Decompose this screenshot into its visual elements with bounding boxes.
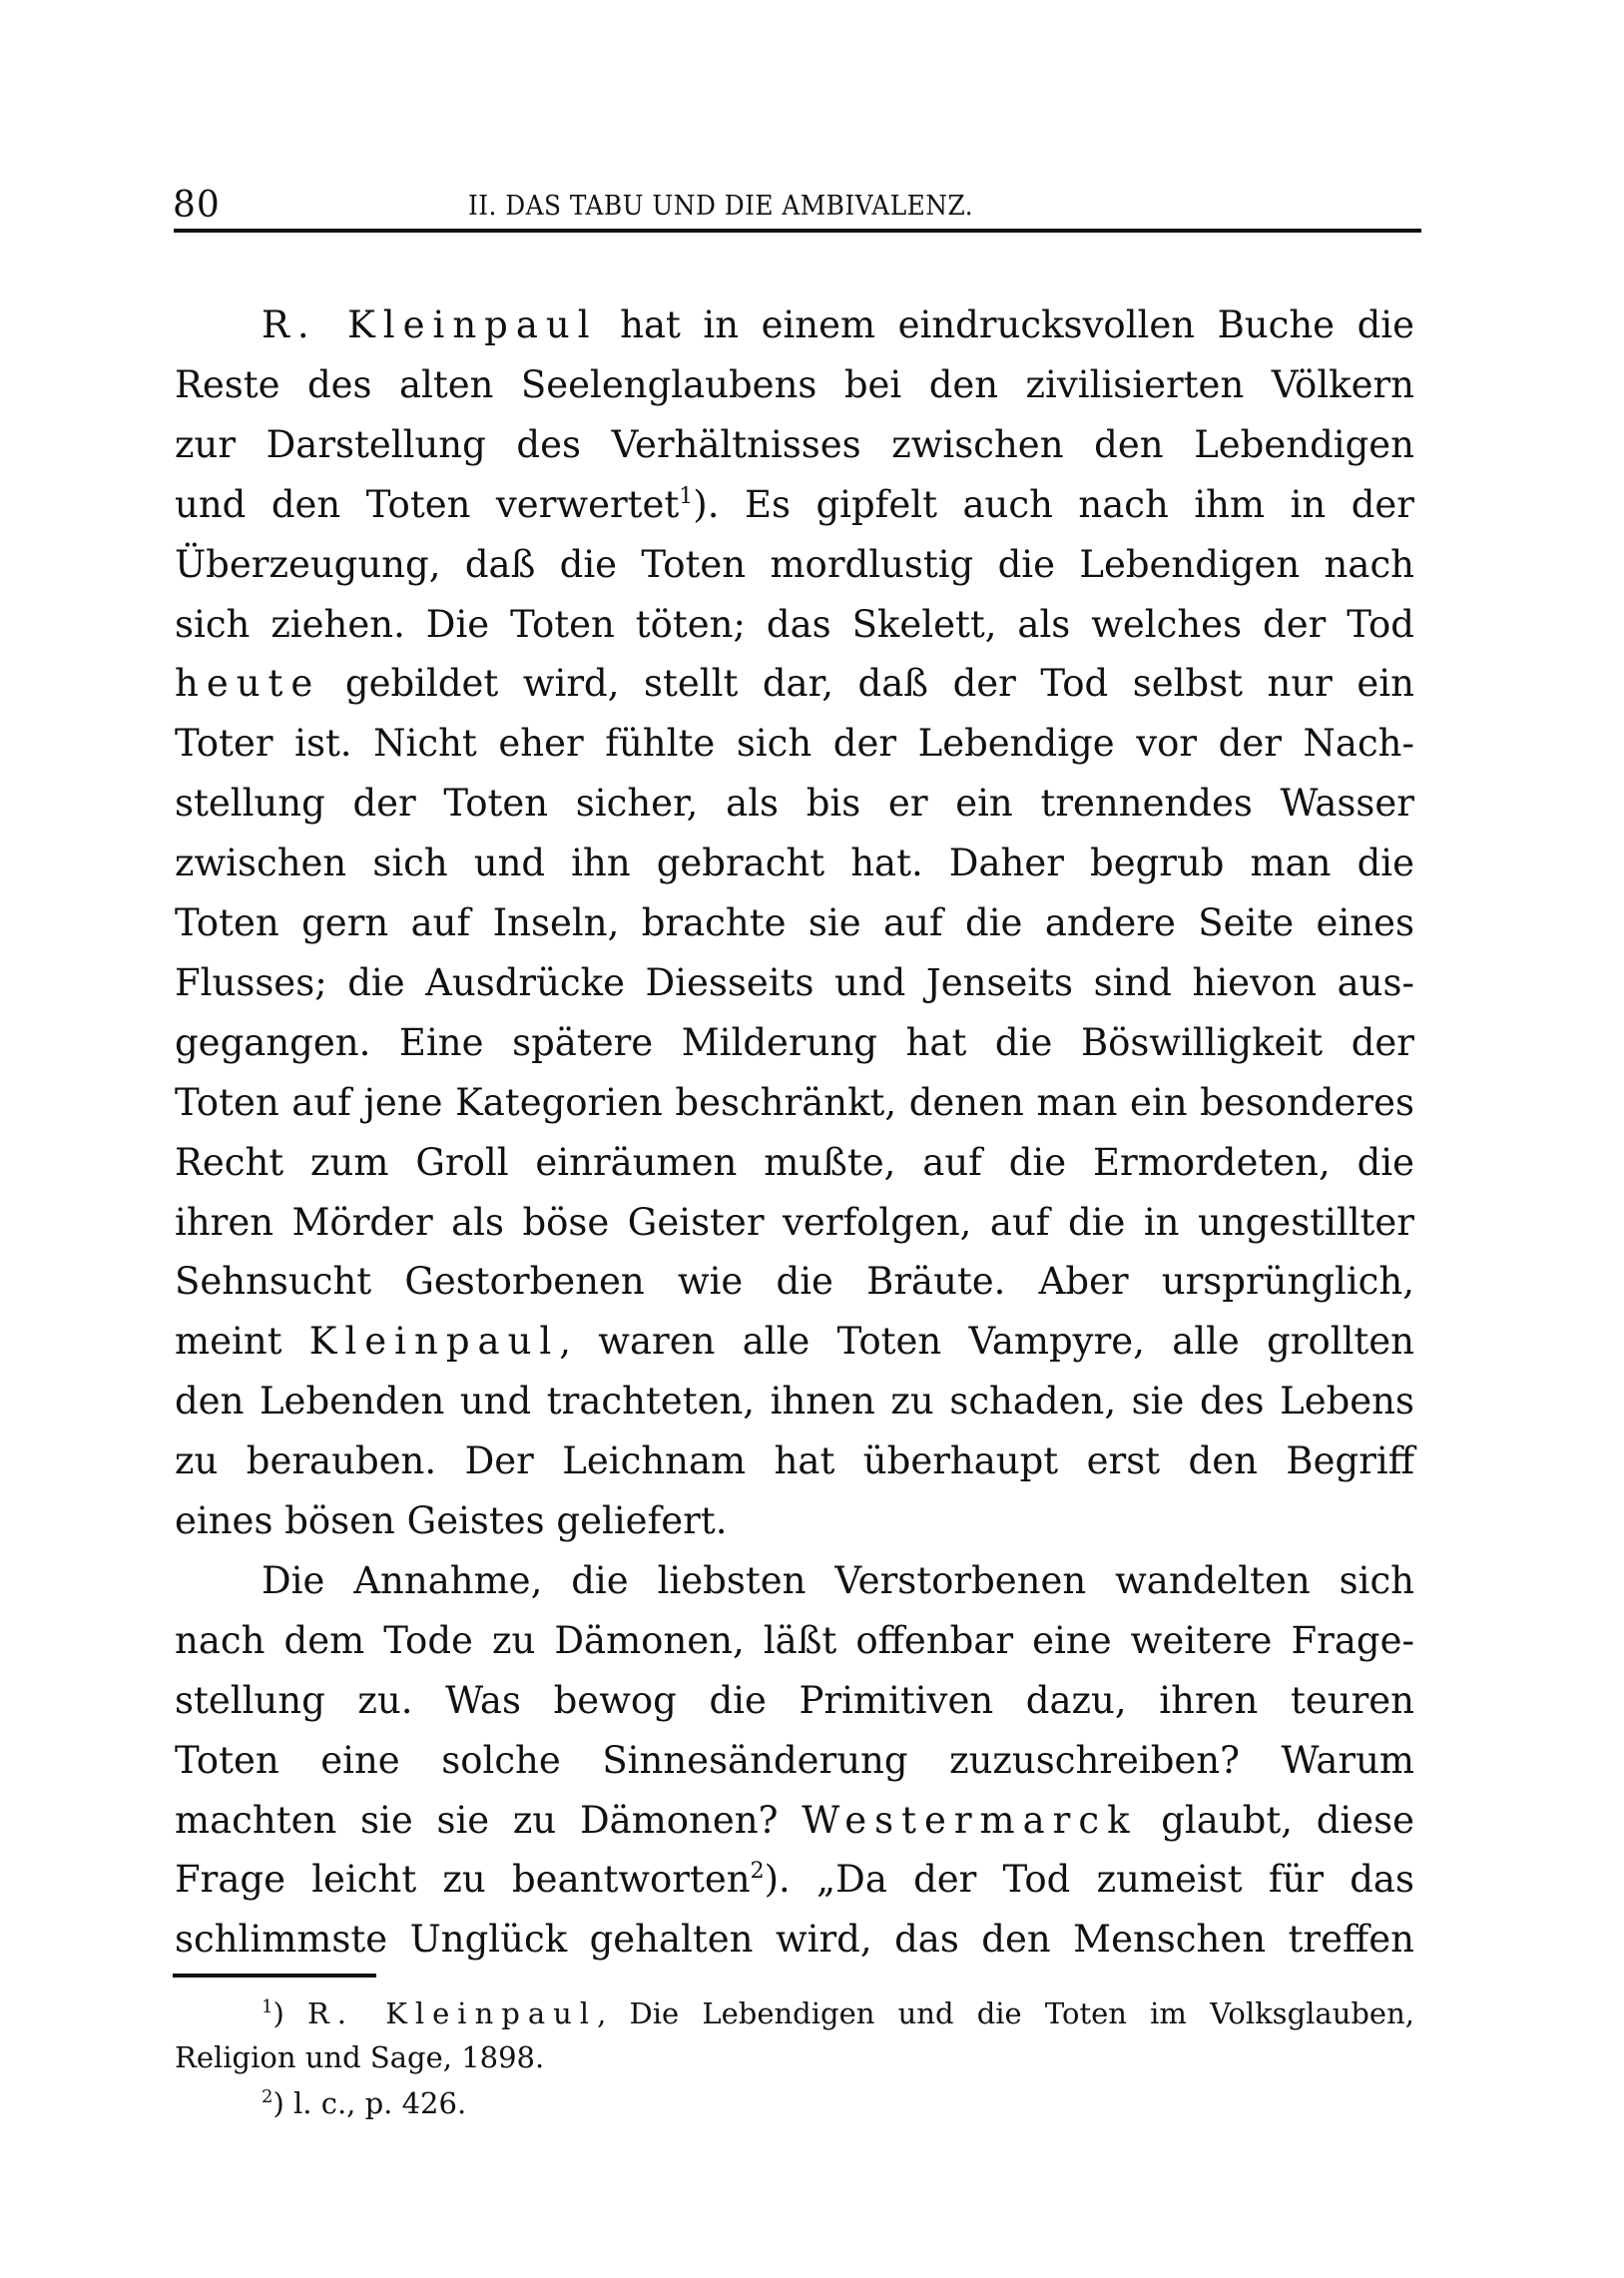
line-text: Überzeugung, daß die Toten mordlustig die Lebendigen nach [175, 542, 1414, 586]
line-text: gebildet wird, stellt dar, daß der Tod selbst nur ein [320, 662, 1414, 706]
footnote-text: ) l. c., p. 426. [272, 2086, 467, 2120]
footnote-line [175, 1992, 1414, 2035]
text-line [175, 295, 1414, 355]
text-line [175, 1252, 1414, 1312]
text-line [175, 654, 1414, 714]
line-text: Toter ist. Nicht eher fühlte sich der Lebendige vor der Nach- [175, 722, 1414, 766]
line-text: schlimmste Unglück gehalten wird, das den Menschen treffen [175, 1918, 1414, 1962]
line-text: nach dem Tode zu Dämonen, läßt offenbar eine weitere Frage- [175, 1618, 1414, 1662]
line-text: den Lebenden und trachteten, ihnen zu schaden, sie des Lebens [175, 1380, 1414, 1424]
line-text: eines bösen Geistes geliefert. [175, 1499, 728, 1542]
line-text: gegangen. Eine spätere Milderung hat die Böswilligkeit der [175, 1020, 1414, 1064]
line-text: und den Toten verwertet [175, 482, 680, 526]
text-line [175, 1731, 1414, 1791]
text-line [175, 355, 1414, 415]
text-line [175, 1312, 1414, 1372]
spaced-name: Westermarck [802, 1798, 1138, 1842]
text-line [175, 893, 1414, 953]
text-line [175, 714, 1414, 774]
text-line [175, 1850, 1414, 1910]
text-line [175, 1791, 1414, 1851]
footnote-line [175, 2035, 1414, 2079]
header-rule [174, 229, 1421, 233]
line-text: ). „Da der Tod zumeist für das [764, 1858, 1414, 1902]
line-text: Toten auf jene Kategorien beschränkt, denen man ein besonderes [175, 1080, 1414, 1124]
footnote-text: , Die Lebendigen und die Toten im Volksglauben, [597, 1996, 1414, 2030]
line-text: Frage leicht zu beantworten [175, 1858, 751, 1902]
text-line [175, 1133, 1414, 1193]
text-line [175, 1431, 1414, 1491]
line-text: meint [175, 1320, 309, 1364]
text-line [175, 1671, 1414, 1731]
text-line [175, 1611, 1414, 1671]
text-line [175, 953, 1414, 1013]
line-text: stellung zu. Was bewog die Primitiven dazu, ihren teuren [175, 1678, 1414, 1722]
line-text: , waren alle Toten Vampyre, alle grollten [559, 1320, 1415, 1364]
footnote-ref: 1 [679, 483, 694, 509]
text-line [175, 535, 1414, 595]
text-line [175, 595, 1414, 655]
text-line [175, 1193, 1414, 1253]
text-line [175, 415, 1414, 475]
line-text: sich ziehen. Die Toten töten; das Skelett, als welches der Tod [175, 602, 1414, 646]
line-text: zu berauben. Der Leichnam hat überhaupt erst den Begriff [175, 1439, 1414, 1483]
text-line [175, 1491, 1414, 1551]
line-text: zwischen sich und ihn gebracht hat. Daher begrub man die [175, 842, 1414, 885]
spaced-name: heute [175, 662, 321, 706]
text-line [175, 1551, 1414, 1611]
spaced-name: R. Kleinpaul [306, 1996, 598, 2030]
line-text: Toten eine solche Sinnesänderung zuzuschreiben? Warum [175, 1738, 1414, 1782]
text-line [175, 834, 1414, 893]
line-text: glaubt, diese [1137, 1798, 1414, 1842]
footnote-number: 2 [262, 2086, 273, 2107]
text-line [175, 1372, 1414, 1431]
spaced-name: R. Kleinpaul [262, 303, 598, 346]
line-text: zur Darstellung des Verhältnisses zwischen den Lebendigen [175, 422, 1414, 466]
text-line [175, 1073, 1414, 1133]
line-text: Toten gern auf Inseln, brachte sie auf die andere Seite eines [175, 901, 1414, 944]
footnote-number: 1 [262, 1996, 273, 2017]
footnote-line [175, 2081, 1414, 2125]
line-text: Reste des alten Seelenglaubens bei den zivilisierten Völkern [175, 362, 1414, 406]
spaced-name: Kleinpaul [308, 1320, 560, 1364]
line-text: ihren Mörder als böse Geister verfolgen, auf die in ungestillter [175, 1200, 1414, 1244]
footnote-text: ) [272, 1996, 307, 2030]
line-text: Sehnsucht Gestorbenen wie die Bräute. Aber ursprünglich, [175, 1260, 1414, 1304]
line-text: machten sie sie zu Dämonen? [175, 1798, 803, 1842]
line-text: ). Es gipfelt auch nach ihm in der [693, 482, 1414, 526]
text-line [175, 1013, 1414, 1073]
running-title: II. DAS TABU UND DIE AMBIVALENZ. [468, 191, 974, 222]
line-text: Die Annahme, die liebsten Verstorbenen wandelten sich [262, 1558, 1414, 1602]
line-text: Recht zum Groll einräumen mußte, auf die Ermordeten, die [175, 1140, 1414, 1184]
text-line [175, 475, 1414, 535]
text-line [175, 1910, 1414, 1970]
footnote-rule [173, 1974, 376, 1978]
text-line [175, 774, 1414, 834]
line-text: stellung der Toten sicher, als bis er ein trennendes Wasser [175, 782, 1414, 826]
line-text: Flusses; die Ausdrücke Diesseits und Jenseits sind hievon aus- [175, 960, 1414, 1004]
footnote-text: Religion und Sage, 1898. [175, 2040, 545, 2074]
page-number: 80 [173, 185, 221, 226]
line-text: hat in einem eindrucksvollen Buche die [597, 303, 1415, 346]
footnote-ref: 2 [750, 1859, 765, 1885]
